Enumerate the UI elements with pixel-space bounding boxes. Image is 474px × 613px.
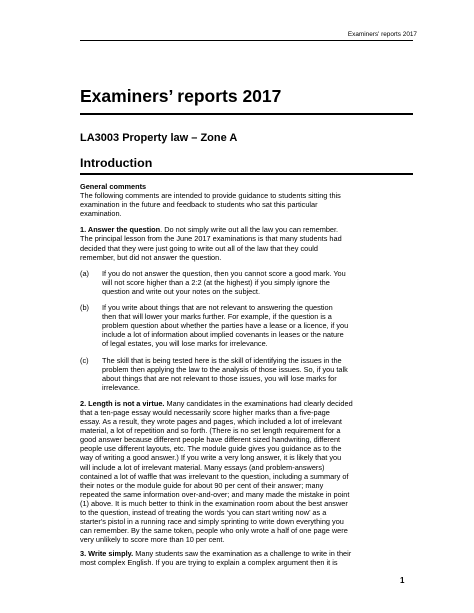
list-item-line: If you write about things that are not relevant to answering the question [102, 303, 333, 313]
general-comments-line: examination in the future and feedback to students who sat this particular [80, 200, 318, 210]
general-comments [80, 182, 420, 218]
section-heading: Introduction [80, 156, 153, 170]
paragraph-line: most complex English. If you are trying to explain a complex argument then it is [80, 558, 338, 568]
paragraph-line: repeated the same information over-and-over; and many made the mistake in point [80, 489, 350, 499]
general-comments-line: examination. [80, 209, 122, 219]
paragraph-line: (1) above. It is much better to think in the examination room about the best answer [80, 498, 348, 508]
list-item-line: about things that are not relevant to those issues, you will lose marks for [102, 373, 337, 383]
list-item-line: irrelevance. [102, 382, 140, 392]
list-item-line: If you do not answer the question, then you cannot score a good mark. You [102, 268, 346, 278]
list-item-line: question and write out your notes on the subject. [102, 286, 260, 296]
paragraph-line: very unlikely to score more than 10 per cent. [80, 535, 225, 545]
paragraph-line: their notes or the module guide for about 90 per cent of their answer; many [80, 480, 324, 490]
header-rule [80, 40, 413, 41]
list-item-line: will not score higher than a 2:2 (at the highest) if you simply ignore the [102, 277, 330, 287]
paragraph-line: people use different layouts, etc. The module guide gives you guidance as to the [80, 444, 342, 454]
title-rule [80, 113, 413, 115]
paragraph-line: material, a lot of repetition and so forth. (There is no set length requirement for a [80, 426, 341, 436]
paragraph-line: that a ten-page essay would necessarily score higher marks than a five-page [80, 407, 330, 417]
point-lead: 3. Write simply. [80, 549, 134, 559]
list-item [80, 356, 420, 392]
paragraph-line: decided that they were just going to write out all of the law that they could [80, 243, 318, 253]
section-rule [80, 173, 413, 175]
point-3-write-simply [80, 549, 420, 567]
report-title: Examiners’ reports 2017 [80, 86, 282, 106]
point-text: . Do not simply write out all the law you can remember. [160, 225, 339, 235]
general-comments-heading: General comments [80, 182, 147, 191]
list-item [80, 269, 420, 296]
report-body [80, 182, 420, 568]
page-number: 1 [400, 576, 405, 585]
paragraph-line: contained a lot of waffle that was irrelevant to the question, including a summary of [80, 471, 349, 481]
list-item-line: problem then applying the law to the analysis of those issues. So, if you talk [102, 364, 348, 374]
point-2-length-is-not-a-virtue [80, 399, 420, 545]
point-1-answer-the-question [80, 225, 420, 261]
list-marker: (c) [80, 355, 89, 365]
course-title: LA3003 Property law – Zone A [80, 132, 238, 144]
list-item-line: problem question about whether the parties have a lease or a licence, if you [102, 321, 349, 331]
paragraph-first-line [80, 399, 420, 408]
paragraph-line: starter's pistol in a running race and simply sprinting to write down everything you [80, 517, 344, 527]
list-item-line: include a lot of information about implied covenants in leases or the nature [102, 330, 344, 340]
paragraph-line: way of writing a good answer.) If you write a very long answer, it is likely that you [80, 453, 342, 463]
paragraph-line: good answer because different people have different sized handwriting, different [80, 435, 341, 445]
paragraph-line: remember, but did not answer the question. [80, 252, 222, 262]
list-marker: (b) [80, 303, 89, 313]
paragraph-line: will include a lot of irrelevant material. Many essays (and problem-answers) [80, 462, 325, 472]
general-comments-line: The following comments are intended to provide guidance to students sitting this [80, 191, 341, 201]
paragraph-line: essay. As a result, they wrote pages and pages, which included a lot of irrelevant [80, 417, 342, 427]
paragraph-first-line [80, 549, 420, 558]
list-item-line: then that will lower your marks further. For example, if the question is a [102, 312, 332, 322]
paragraph-line: to the question, instead of treating the words ‘you can start writing now’ as a [80, 508, 327, 517]
point-lead: 1. Answer the question [80, 225, 161, 235]
list-item-line: The skill that is being tested here is the skill of identifying the issues in the [102, 355, 342, 365]
point-lead: 2. Length is not a virtue. [80, 398, 165, 408]
running-header: Examiners' reports 2017 [347, 31, 417, 38]
point-text: Many candidates in the examinations had clearly decided [164, 398, 353, 408]
list-item [80, 303, 420, 348]
paragraph-first-line [80, 225, 420, 234]
list-item-line: of legal estates, you will lose marks for irrelevance. [102, 339, 268, 349]
paragraph-line: The principal lesson from the June 2017 examinations is that many students had [80, 234, 342, 244]
list-marker: (a) [80, 268, 89, 278]
paragraph-line: can remember. By the same token, people who only wrote a half of one page were [80, 526, 348, 536]
point-text: Many students saw the examination as a challenge to write in their [133, 549, 352, 559]
